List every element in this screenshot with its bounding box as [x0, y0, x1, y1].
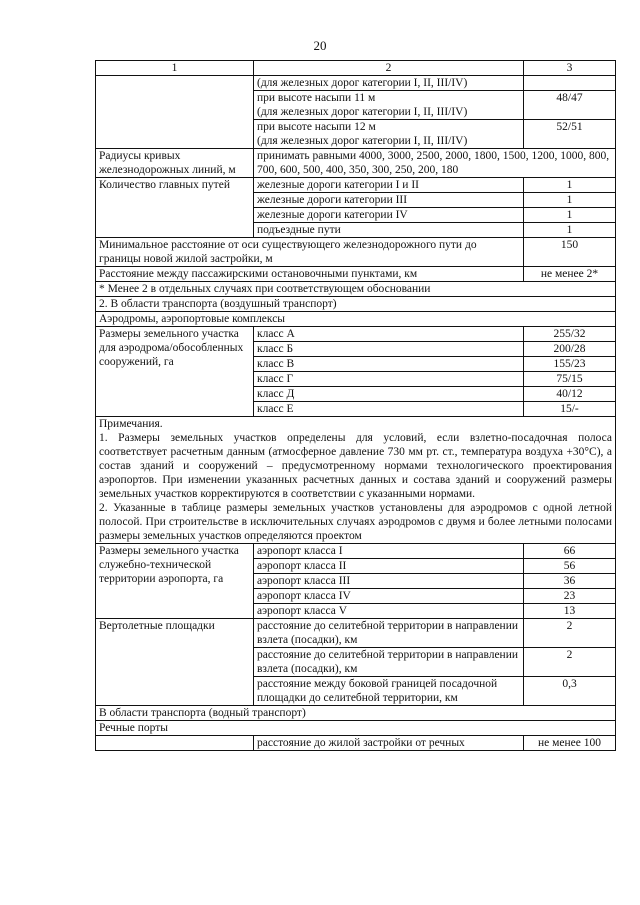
stops-distance-text: Расстояние между пассажирскими остановочными пунктами, км	[96, 267, 524, 282]
row-desc: при высоте насыпи 12 м (для железных дорог категории I, II, III/IV)	[254, 120, 524, 149]
header-col-3: 3	[524, 61, 616, 76]
row-value: 23	[524, 589, 616, 604]
row-value: 1	[524, 208, 616, 223]
stops-distance-value: не менее 2*	[524, 267, 616, 282]
table-row	[96, 238, 616, 267]
row-desc: расстояние до селитебной территории в направлении взлета (посадки), км	[254, 648, 524, 677]
water-section-heading: В области транспорта (водный транспорт)	[96, 706, 616, 721]
row-value: 0,3	[524, 677, 616, 706]
row-desc: аэропорт класса V	[254, 604, 524, 619]
page-number: 20	[313, 38, 327, 53]
row-value: 75/15	[524, 372, 616, 387]
row-desc: расстояние до селитебной территории в направлении взлета (посадки), км	[254, 619, 524, 648]
row-desc: класс Д	[254, 387, 524, 402]
note-item: 2. Указанные в таблице размеры земельных участков установлены для аэродромов с одной летной полосой. При строительстве в исключительных случаях аэродромов с двумя и более летными полосами размеры земельных участков определяются проектом	[99, 502, 612, 542]
row-value: 48/47	[524, 91, 616, 120]
row-value: 2	[524, 648, 616, 677]
row-value: 15/-	[524, 402, 616, 417]
table-row	[96, 282, 616, 297]
table-row	[96, 544, 616, 559]
table-row	[96, 327, 616, 342]
row-value: 40/12	[524, 387, 616, 402]
row-desc: аэропорт класса III	[254, 574, 524, 589]
row-desc: аэропорт класса II	[254, 559, 524, 574]
row-value: 66	[524, 544, 616, 559]
row-desc: железные дороги категории I и II	[254, 178, 524, 193]
row-desc: расстояние до жилой застройки от речных	[254, 736, 524, 751]
row-value: 2	[524, 619, 616, 648]
header-col-2: 2	[254, 61, 524, 76]
row-desc: железные дороги категории III	[254, 193, 524, 208]
row-desc: аэропорт класса IV	[254, 589, 524, 604]
footnote: * Менее 2 в отдельных случаях при соответствующем обосновании	[96, 282, 616, 297]
row-desc: класс Е	[254, 402, 524, 417]
empty-label-cell	[96, 736, 254, 751]
row-value: 1	[524, 178, 616, 193]
table-row	[96, 178, 616, 193]
row-desc: класс Г	[254, 372, 524, 387]
radii-label: Радиусы кривых железнодорожных линий, м	[96, 149, 254, 178]
notes-title: Примечания.	[99, 418, 163, 430]
section-row	[96, 721, 616, 736]
row-desc: (для железных дорог категории I, II, III/IV)	[254, 76, 524, 91]
table-row	[96, 267, 616, 282]
row-desc: класс В	[254, 357, 524, 372]
min-distance-text: Минимальное расстояние от оси существующего железнодорожного пути до границы новой жилой застройки, м	[96, 238, 524, 267]
river-ports-heading: Речные порты	[96, 721, 616, 736]
row-value: 200/28	[524, 342, 616, 357]
empty-label-cell	[96, 76, 254, 149]
row-desc: аэропорт класса I	[254, 544, 524, 559]
notes-row	[96, 417, 616, 544]
row-value: 255/32	[524, 327, 616, 342]
row-desc: расстояние между боковой границей посадочной площадки до селитебной территории, км	[254, 677, 524, 706]
norms-table	[95, 60, 616, 751]
section-row	[96, 297, 616, 312]
aerodrome-sizes-label: Размеры земельного участка для аэродрома/обособленных сооружений, га	[96, 327, 254, 417]
header-row	[96, 61, 616, 76]
helipads-label: Вертолетные площадки	[96, 619, 254, 706]
main-tracks-label: Количество главных путей	[96, 178, 254, 238]
row-value	[524, 76, 616, 91]
row-desc: железные дороги категории IV	[254, 208, 524, 223]
row-desc: класс Б	[254, 342, 524, 357]
min-distance-value: 150	[524, 238, 616, 267]
row-value: не менее 100	[524, 736, 616, 751]
airports-heading: Аэродромы, аэропортовые комплексы	[96, 312, 616, 327]
row-value: 36	[524, 574, 616, 589]
section-row	[96, 706, 616, 721]
row-desc: класс А	[254, 327, 524, 342]
row-value: 13	[524, 604, 616, 619]
notes-cell	[96, 417, 616, 544]
row-value: 155/23	[524, 357, 616, 372]
service-area-label: Размеры земельного участка служебно-технической территории аэропорта, га	[96, 544, 254, 619]
radii-text: принимать равными 4000, 3000, 2500, 2000, 1800, 1500, 1200, 1000, 800, 700, 600, 500, 400, 350, 300, 250, 200, 180	[254, 149, 616, 178]
row-value: 1	[524, 223, 616, 238]
note-item: 1. Размеры земельных участков определены для условий, если взлетно-посадочная полоса соответствует расчетным данным (атмосферное давление 730 мм рт. ст., температура воздуха +30°C), а состав зданий и сооружений – предусмотренному нормами технологического проектирования аэропортов. При изменении указанных расчетных данных и состава зданий и сооружений размеры земельных участков корректируются в соответствии с указанными нормами.	[99, 432, 612, 500]
row-desc: при высоте насыпи 11 м (для железных дорог категории I, II, III/IV)	[254, 91, 524, 120]
table-row	[96, 149, 616, 178]
row-value: 52/51	[524, 120, 616, 149]
table-row	[96, 619, 616, 648]
section-row	[96, 312, 616, 327]
table-row	[96, 736, 616, 751]
row-desc: подъездные пути	[254, 223, 524, 238]
air-section-heading: 2. В области транспорта (воздушный транспорт)	[96, 297, 616, 312]
table-row	[96, 76, 616, 91]
row-value: 56	[524, 559, 616, 574]
header-col-1: 1	[96, 61, 254, 76]
row-value: 1	[524, 193, 616, 208]
